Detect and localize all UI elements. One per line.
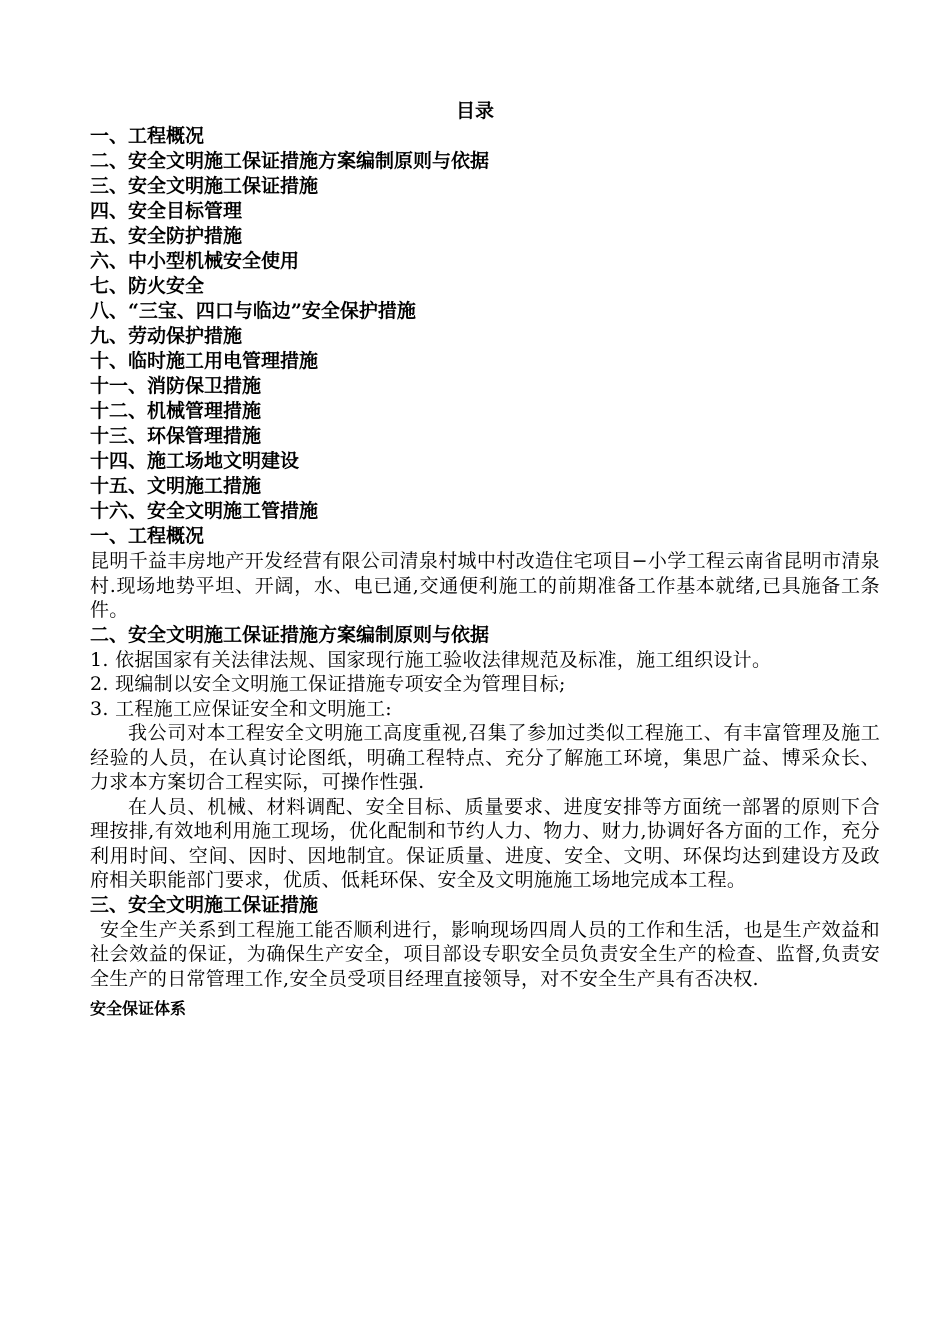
toc-item: 十六、安全文明施工管措施 [90, 500, 319, 522]
section-heading-measures: 三、安全文明施工保证措施 [90, 893, 319, 916]
principle-item-2: 2. 现编制以安全文明施工保证措施专项安全为管理目标; [90, 673, 566, 695]
principle-item-1: 1. 依据国家有关法律法规、国家现行施工验收法律规范及标准，施工组织设计。 [90, 648, 772, 671]
toc-item: 八、“三宝、四口与临边”安全保护措施 [90, 300, 416, 322]
toc-item: 十四、施工场地文明建设 [90, 450, 300, 472]
section-heading-overview: 一、工程概况 [90, 525, 205, 547]
toc-item: 三、安全文明施工保证措施 [90, 175, 319, 197]
toc-item: 二、安全文明施工保证措施方案编制原则与依据 [90, 150, 490, 172]
toc-title: 目录 [455, 100, 494, 122]
table-of-contents [90, 124, 489, 524]
toc-item: 六、中小型机械安全使用 [90, 250, 300, 272]
section-heading-principles: 二、安全文明施工保证措施方案编制原则与依据 [90, 623, 490, 646]
principle-item-3: 3. 工程施工应保证安全和文明施工: [90, 697, 392, 720]
toc-item: 十、临时施工用电管理措施 [90, 350, 319, 372]
toc-item: 五、安全防护措施 [90, 225, 243, 247]
toc-item: 四、安全目标管理 [90, 200, 243, 222]
safety-system-subheading: 安全保证体系 [90, 999, 187, 1018]
measures-paragraph: 安全生产关系到工程施工能否顺利进行，影响现场四周人员的工作和生活，也是生产效益和社会效益的保证，为确保生产安全，项目部设专职安全员负责安全生产的检查、监督,负责安全生产的日常管理工作,安全员受项目经理直接领导，对不安全生产具有否决权. [90, 918, 880, 990]
toc-item: 十五、文明施工措施 [90, 475, 262, 497]
toc-item: 一、工程概况 [90, 125, 205, 147]
toc-item: 九、劳动保护措施 [90, 325, 243, 347]
document-body [90, 524, 880, 1021]
toc-item: 十一、消防保卫措施 [90, 375, 262, 397]
toc-item: 十三、环保管理措施 [90, 425, 262, 447]
toc-item: 十二、机械管理措施 [90, 400, 262, 422]
principles-paragraph-2: 在人员、机械、材料调配、安全目标、质量要求、进度安排等方面统一部署的原则下合理按排,有效地利用施工现场，优化配制和节约人力、物力、财力,协调好各方面的工作，充分利用时间、空间、因时、因地制宜。保证质量、进度、安全、文明、环保均达到建设方及政府相关职能部门要求，优质、低耗环保、安全及文明施施工场地完成本工程。 [90, 795, 880, 891]
principles-paragraph-1: 我公司对本工程安全文明施工高度重视,召集了参加过类似工程施工、有丰富管理及施工经验的人员，在认真讨论图纸，明确工程特点、充分了解施工环境，集思广益、博采众长、力求本方案切合工程实际，可操作性强. [90, 722, 880, 793]
overview-paragraph: 昆明千益丰房地产开发经营有限公司清泉村城中村改造住宅项目−小学工程云南省昆明市清泉村.现场地势平坦、开阔，水、电已通,交通便利施工的前期准备工作基本就绪,已具施备工条件。 [90, 550, 880, 621]
toc-item: 七、防火安全 [90, 275, 205, 297]
